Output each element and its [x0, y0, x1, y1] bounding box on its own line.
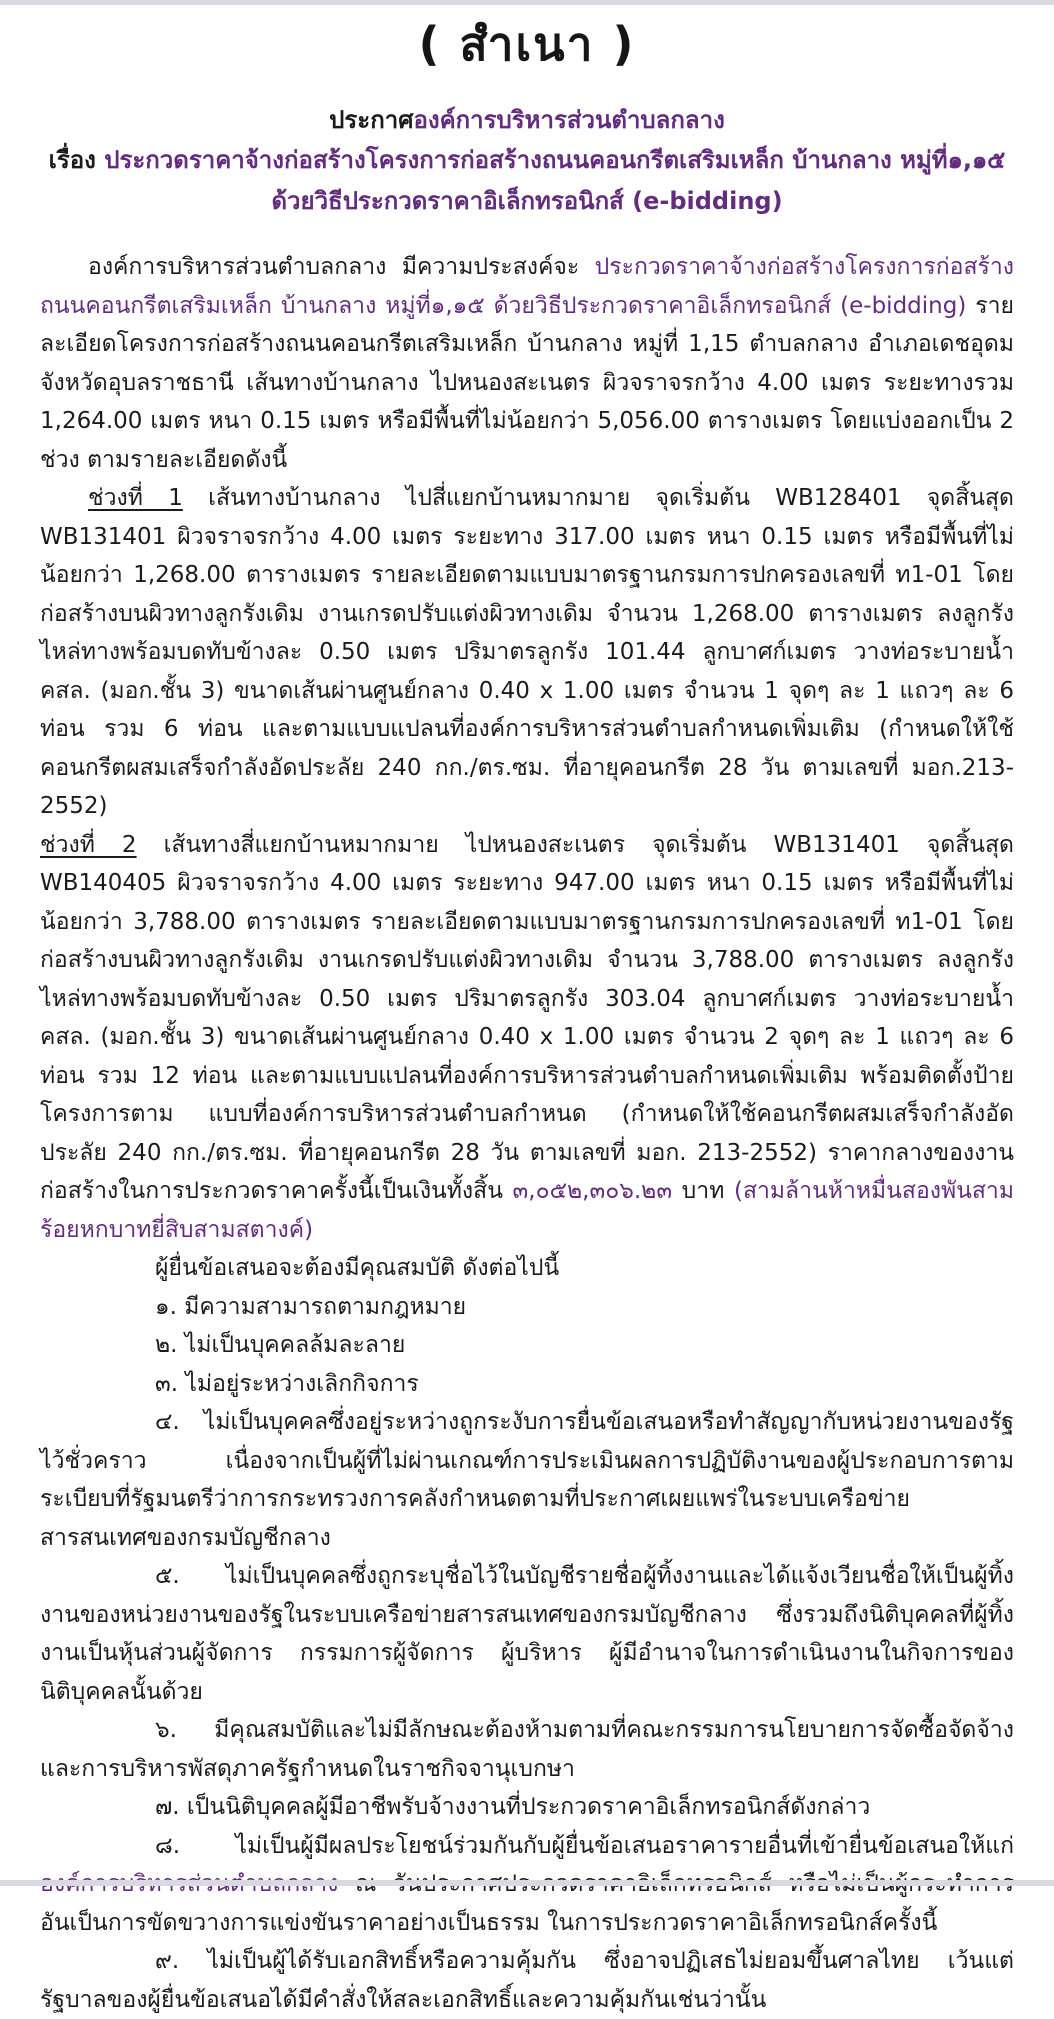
- qualification-item-2: ๒. ไม่เป็นบุคคลล้มละลาย: [155, 1332, 406, 1359]
- announcement-org-line: [40, 105, 1014, 136]
- intro-project-title: ประกวดราคาจ้างก่อสร้างโครงการก่อสร้างถนนคอนกรีตเสริมเหล็ก บ้านกลาง หมู่ที่๑,๑๕ ด้วยวิธีประกวดราคาอิเล็กทรอนิกส์ (e-bidding): [40, 254, 1014, 319]
- phase2-text: เส้นทางสี่แยกบ้านหมากมาย ไปหนองสะเนตร จุดเริ่มต้น WB131401 จุดสิ้นสุด WB140405 ผิวจราจรกว้าง 4.00 เมตร ระยะทาง 947.00 เมตร หนา 0.15 เมตร หรือมีพื้นที่ไม่น้อยกว่า 3,788.00 ตารางเมตร รายละเอียดตามแบบมาตรฐานกรมการปกครองเลขที่ ท1-01 โดยก่อสร้างบนผิวทางลูกรังเดิม งานเกรดปรับแต่งผิวทางเดิม จำนวน 3,788.00 ตารางเมตร ลงลูกรังไหล่ทางพร้อมบดทับข้างละ 0.50 เมตร ปริมาตรลูกรัง 303.04 ลูกบาศก์เมตร วางท่อระบายน้ำ คสล. (มอก.ชั้น 3) ขนาดเส้นผ่านศูนย์กลาง 0.40 x 1.00 เมตร จำนวน 2 จุดๆ ละ 1 แถวๆ ละ 6 ท่อน รวม 12 ท่อน และตามแบบแปลนที่องค์การบริหารส่วนตำบลกำหนดเพิ่มเติม พร้อมติดตั้งป้ายโครงการตาม แบบที่องค์การบริหารส่วนตำบลกำหนด (กำหนดให้ใช้คอนกรีตผสมเสร็จกำลังอัดประลัย 240 กก./ตร.ซม. ที่อายุคอนกรีต 28 วัน ตามเลขที่ มอก. 213-2552) ราคากลางของงานก่อสร้างในการประกวดราคาครั้งนี้เป็นเงินทั้งสิ้น: [40, 831, 1014, 1205]
- phase2-label: ช่วงที่ 2: [40, 831, 137, 858]
- subject-title: ประกวดราคาจ้างก่อสร้างโครงการก่อสร้างถนนคอนกรีตเสริมเหล็ก บ้านกลาง หมู่ที่๑,๑๕ ด้วยวิธีประกวดราคาอิเล็กทรอนิกส์ (e-bidding): [104, 146, 1006, 216]
- qualification-item-9: ๙. ไม่เป็นผู้ได้รับเอกสิทธิ์หรือความคุ้มกัน ซึ่งอาจปฏิเสธไม่ยอมขึ้นศาลไทย เว้นแต่รัฐบาลของผู้ยื่นข้อเสนอได้มีคำสั่งให้สละเอกสิทธิ์และความคุ้มกันเช่นว่านั้น: [40, 1948, 1014, 2013]
- phase2-paragraph: [40, 826, 1014, 1250]
- phase2-baht-word: บาท: [672, 1178, 734, 1205]
- intro-paragraph: [40, 248, 1014, 479]
- qualification-item-5: ๕. ไม่เป็นบุคคลซึ่งถูกระบุชื่อไว้ในบัญชีรายชื่อผู้ทิ้งงานและได้แจ้งเวียนชื่อให้เป็นผู้ทิ้งงานของหน่วยงานของรัฐในระบบเครือข่ายสารสนเทศของกรมบัญชีกลาง ซึ่งรวมถึงนิติบุคคลที่ผู้ทิ้งงานเป็นหุ้นส่วนผู้จัดการ กรรมการผู้จัดการ ผู้บริหาร ผู้มีอำนาจในการดำเนินงานในกิจการของนิติบุคคลนั้นด้วย: [40, 1563, 1014, 1705]
- announce-org-name: องค์การบริหารส่วนตำบลกลาง: [413, 105, 725, 134]
- item8-text-1: ๘. ไม่เป็นผู้มีผลประโยชน์ร่วมกันกับผู้ยื่นข้อเสนอราคารายอื่นที่เข้ายื่นข้อเสนอให้แก่: [155, 1832, 1014, 1859]
- qualification-item-4: ๔. ไม่เป็นบุคคลซึ่งอยู่ระหว่างถูกระงับการยื่นข้อเสนอหรือทำสัญญากับหน่วยงานของรัฐไว้ชั่วคราว เนื่องจากเป็นผู้ที่ไม่ผ่านเกณฑ์การประเมินผลการปฏิบัติงานของผู้ประกอบการตามระเบียบที่รัฐมนตรีว่าการกระทรวงการคลังกำหนดตามที่ประกาศเผยแพร่ในระบบเครือข่ายสารสนเทศของกรมบัญชีกลาง: [40, 1409, 1014, 1551]
- subject-line: [40, 140, 1014, 222]
- copy-watermark-label: ( สำเนา ): [418, 17, 636, 71]
- qualification-item-7: ๗. เป็นนิติบุคคลผู้มีอาชีพรับจ้างงานที่ประกวดราคาอิเล็กทรอนิกส์ดังกล่าว: [155, 1794, 871, 1821]
- intro-text-1: องค์การบริหารส่วนตำบลกลาง มีความประสงค์จะ: [88, 254, 595, 281]
- qualification-item-1: ๑. มีความสามารถตามกฎหมาย: [155, 1293, 467, 1320]
- qualification-item-6: ๖. มีคุณสมบัติและไม่มีลักษณะต้องห้ามตามที่คณะกรรมการนโยบายการจัดซื้อจัดจ้างและการบริหารพัสดุภาครัฐกำหนดในราชกิจจานุเบกษา: [40, 1717, 1014, 1782]
- phase1-paragraph: [40, 479, 1014, 826]
- announce-prefix: ประกาศ: [329, 105, 414, 134]
- item8-text-2: อันเป็นการขัดขวางการแข่งขันราคาอย่างเป็นธรรม ในการประกวดราคาอิเล็กทรอนิกส์ครั้งนี้: [40, 1909, 938, 1936]
- phase2-amount-digits: ๓,๐๕๒,๓๐๖.๒๓: [512, 1178, 673, 1205]
- qualifications-heading: ผู้ยื่นข้อเสนอจะต้องมีคุณสมบัติ ดังต่อไปนี้: [155, 1255, 560, 1282]
- top-edge-bar: [0, 0, 1054, 5]
- subject-prefix: เรื่อง: [48, 146, 105, 175]
- phase2-amount-words: (สามล้านห้าหมื่นสองพันสามร้อยหกบาทยี่สิบสามสตางค์): [40, 1178, 1014, 1243]
- intro-text-2: รายละเอียดโครงการก่อสร้างถนนคอนกรีตเสริมเหล็ก บ้านกลาง หมู่ที่ 1,15 ตำบลกลาง อำเภอเดชอุดม จังหวัดอุบลราชธานี เส้นทางบ้านกลาง ไปหนองสะเนตร ผิวจราจรกว้าง 4.00 เมตร ระยะทางรวม 1,264.00 เมตร หนา 0.15 เมตร หรือมีพื้นที่ไม่น้อยกว่า 5,056.00 ตารางเมตร โดยแบ่งออกเป็น 2 ช่วง ตามรายละเอียดดังนี้: [40, 292, 1014, 473]
- phase1-label: ช่วงที่ 1: [88, 485, 183, 512]
- bottom-edge-bar: [0, 1880, 1054, 1886]
- qualification-item-3: ๓. ไม่อยู่ระหว่างเลิกกิจการ: [155, 1370, 419, 1397]
- phase1-text: เส้นทางบ้านกลาง ไปสี่แยกบ้านหมากมาย จุดเริ่มต้น WB128401 จุดสิ้นสุด WB131401 ผิวจราจรกว้าง 4.00 เมตร ระยะทาง 317.00 เมตร หนา 0.15 เมตร หรือมีพื้นที่ไม่น้อยกว่า 1,268.00 ตารางเมตร รายละเอียดตามแบบมาตรฐานกรมการปกครองเลขที่ ท1-01 โดยก่อสร้างบนผิวทางลูกรังเดิม งานเกรดปรับแต่งผิวทางเดิม จำนวน 1,268.00 ตารางเมตร ลงลูกรังไหล่ทางพร้อมบดทับข้างละ 0.50 เมตร ปริมาตรลูกรัง 101.44 ลูกบาศก์เมตร วางท่อระบายน้ำ คสล. (มอก.ชั้น 3) ขนาดเส้นผ่านศูนย์กลาง 0.40 x 1.00 เมตร จำนวน 1 จุดๆ ละ 1 แถวๆ ละ 6 ท่อน รวม 6 ท่อน และตามแบบแปลนที่องค์การบริหารส่วนตำบลกำหนดเพิ่มเติม (กำหนดให้ใช้คอนกรีตผสมเสร็จกำลังอัดประลัย 240 กก./ตร.ซม. ที่อายุคอนกรีต 28 วัน ตามเลขที่ มอก.213-2552): [40, 485, 1014, 820]
